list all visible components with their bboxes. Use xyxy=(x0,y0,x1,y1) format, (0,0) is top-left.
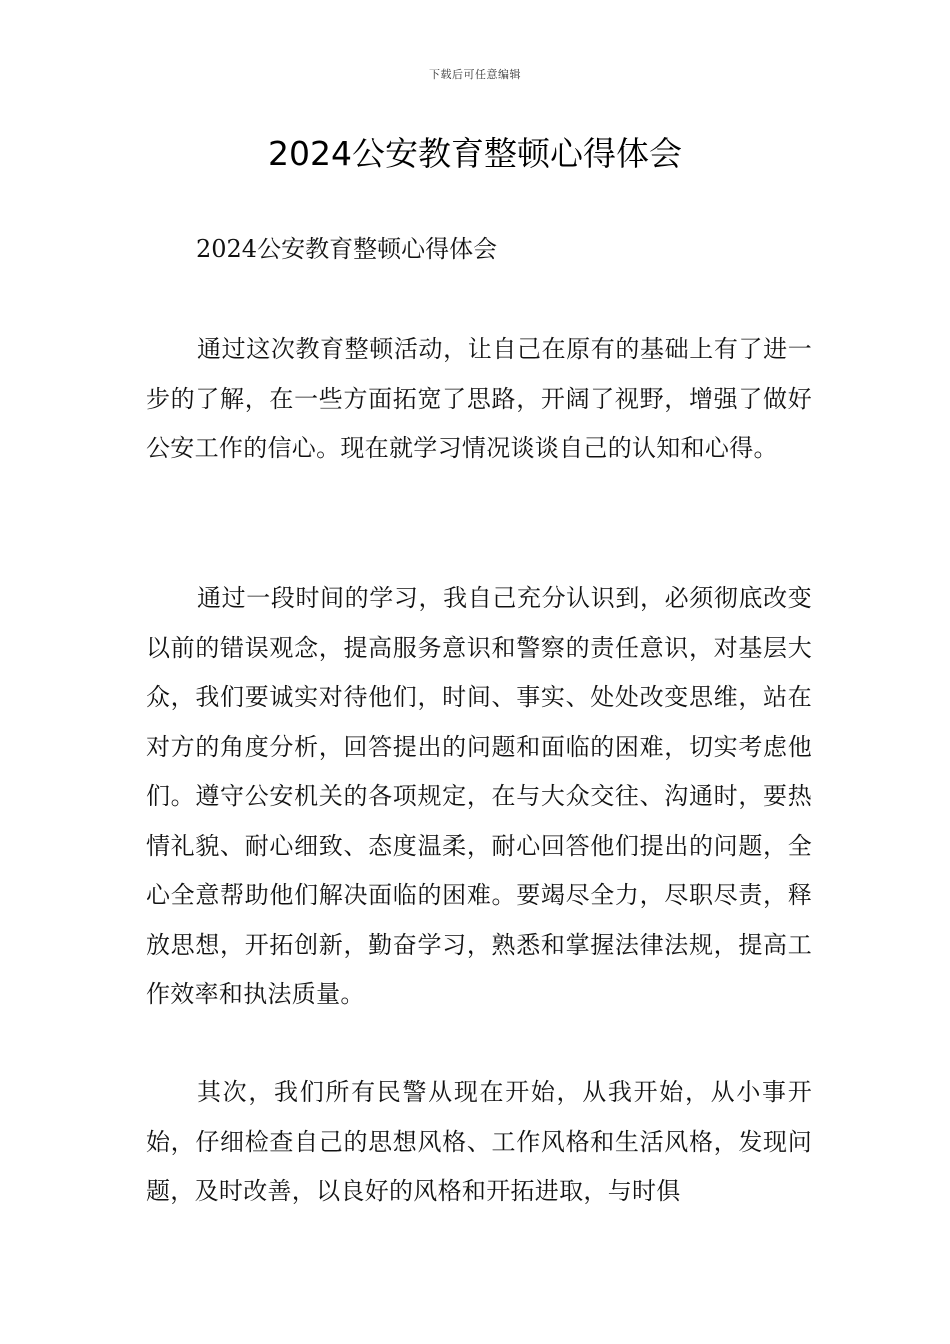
document-subtitle: 2024公安教育整顿心得体会 xyxy=(196,235,498,263)
header-note: 下载后可任意编辑 xyxy=(429,68,521,81)
body-paragraph: 通过这次教育整顿活动，让自己在原有的基础上有了进一步的了解，在一些方面拓宽了思路，开阔了视野，增强了做好公安工作的信心。现在就学习情况谈谈自己的认知和心得。 xyxy=(146,335,812,462)
body-paragraph: 其次，我们所有民警从现在开始，从我开始，从小事开始，仔细检查自己的思想风格、工作风格和生活风格，发现问题，及时改善，以良好的风格和开拓进取，与时俱 xyxy=(146,1078,812,1205)
document-title: 2024公安教育整顿心得体会 xyxy=(268,134,682,173)
body-paragraph: 通过一段时间的学习，我自己充分认识到，必须彻底改变以前的错误观念，提高服务意识和警察的责任意识，对基层大众，我们要诚实对待他们，时间、事实、处处改变思维，站在对方的角度分析，回答提出的问题和面临的困难，切实考虑他们。遵守公安机关的各项规定，在与大众交往、沟通时，要热情礼貌、耐心细致、态度温柔，耐心回答他们提出的问题，全心全意帮助他们解决面临的困难。要竭尽全力，尽职尽责，释放思想，开拓创新，勤奋学习，熟悉和掌握法律法规，提高工作效率和执法质量。 xyxy=(146,584,812,1008)
